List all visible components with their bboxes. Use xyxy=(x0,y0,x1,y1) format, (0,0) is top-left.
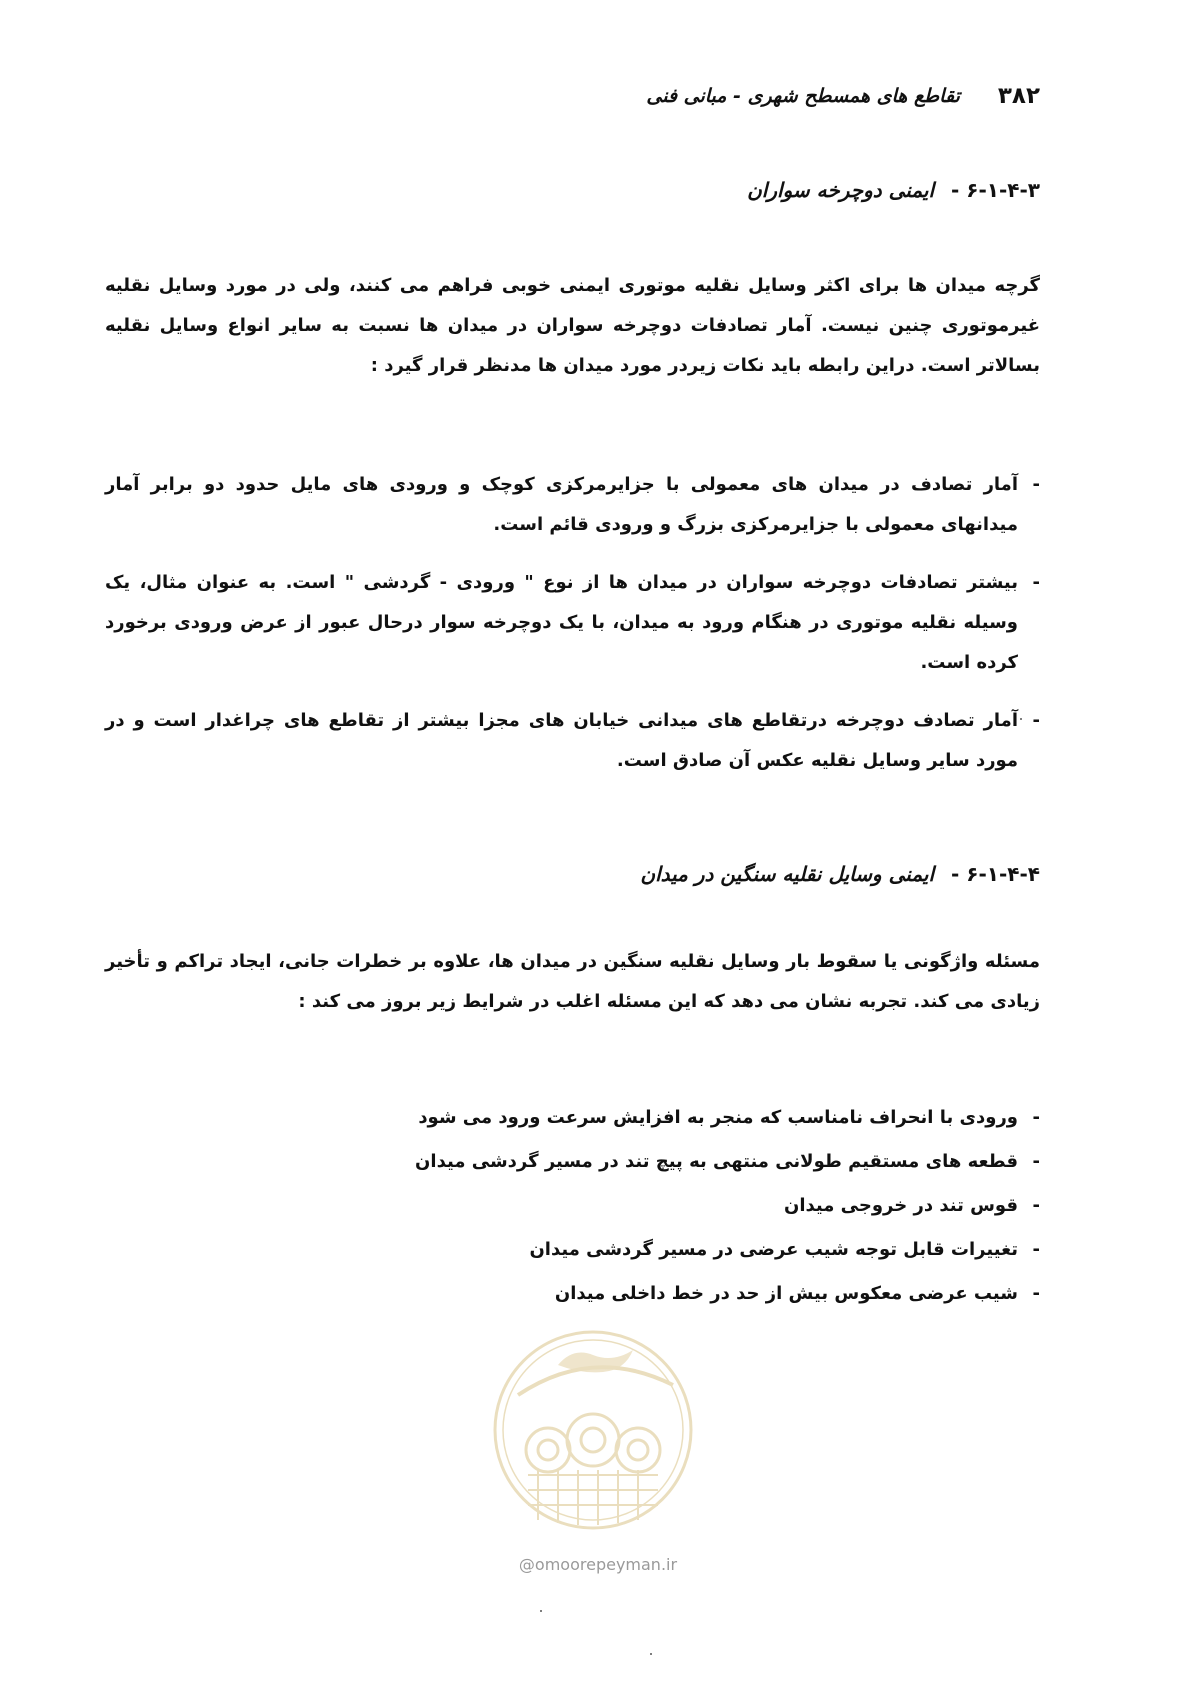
list-item xyxy=(105,465,1040,545)
bullet-marker: - xyxy=(1032,710,1040,731)
bullet-marker: - xyxy=(1032,1239,1040,1260)
bullet-marker: - xyxy=(1032,1283,1040,1304)
bullet-list-heavy-vehicles xyxy=(105,1096,1040,1316)
section-heading-cyclists xyxy=(150,178,1040,202)
scan-speck xyxy=(650,1653,652,1655)
intro-paragraph-cyclists: گرچه میدان ها برای اکثر وسایل نقلیه موتوری ایمنی خوبی فراهم می کنند، ولی در مورد وسایل نقلیه غیرموتوری چنین نیست. آمار تصادفات دوچرخه سواران در میدان ها نسبت به سایر انواع وسایل نقلیه بسالاتر است. دراین رابطه باید نکات زیردر مورد میدان ها مدنظر قرار گیرد : xyxy=(105,275,1040,376)
list-item xyxy=(105,1140,1040,1184)
bullet-marker: - xyxy=(1032,474,1040,495)
bullet-marker: - xyxy=(1032,1195,1040,1216)
list-item-text: آمار تصادف در میدان های معمولی با جزایرمرکزی کوچک و ورودی های مایل حدود دو برابر آمار میدانهای معمولی با جزایرمرکزی بزرگ و ورودی قائم است. xyxy=(105,474,1018,535)
bullet-marker: - xyxy=(1032,1107,1040,1128)
bullet-marker: - xyxy=(1032,572,1040,593)
list-item xyxy=(105,1096,1040,1140)
bullet-list-cyclists xyxy=(105,465,1040,781)
watermark-url: @omoorepeyman.ir xyxy=(518,1555,678,1574)
list-item-text: آمار تصادف دوچرخه درتقاطع های میدانی خیابان های مجزا بیشتر از تقاطع های چراغدار است و در مورد سایر وسایل نقلیه عکس آن صادق است. xyxy=(105,710,1018,771)
page-number: ۳۸۲ xyxy=(997,83,1040,109)
running-header-title: تقاطع های همسطح شهری - مبانی فنی xyxy=(646,85,960,107)
running-header xyxy=(150,78,1040,114)
section-heading-heavy-vehicles xyxy=(150,862,1040,886)
list-item xyxy=(105,563,1040,683)
intro-paragraph-heavy-vehicles: مسئله واژگونی یا سقوط بار وسایل نقلیه سنگین در میدان ها، علاوه بر خطرات جانی، ایجاد تراکم و تأخیر زیادی می کند. تجربه نشان می دهد که این مسئله اغلب در شرایط زیر بروز می کند : xyxy=(105,951,1040,1012)
list-item-text: شیب عرضی معکوس بیش از حد در خط داخلی میدان xyxy=(554,1283,1018,1304)
list-item xyxy=(105,1272,1040,1316)
list-item xyxy=(105,701,1040,781)
scan-speck xyxy=(540,1610,542,1612)
watermark-logo-icon xyxy=(488,1325,698,1545)
list-item-text: بیشتر تصادفات دوچرخه سواران در میدان ها از نوع " ورودی - گردشی " است. به عنوان مثال، یک وسیله نقلیه موتوری در هنگام ورود به میدان، با یک دوچرخه سوار درحال عبور از عرض ورودی برخورد کرده است. xyxy=(105,572,1018,673)
list-item-text: تغییرات قابل توجه شیب عرضی در مسیر گردشی میدان xyxy=(529,1239,1018,1260)
scan-speck xyxy=(1020,718,1022,720)
section-title: ایمنی وسایل نقلیه سنگین در میدان xyxy=(640,862,935,886)
section-number: ۶-۱-۴-۳ - xyxy=(951,178,1040,202)
bullet-marker: - xyxy=(1032,1151,1040,1172)
list-item-text: قوس تند در خروجی میدان xyxy=(783,1195,1018,1216)
list-item xyxy=(105,1228,1040,1272)
list-item-text: قطعه های مستقیم طولانی منتهی به پیچ تند در مسیر گردشی میدان xyxy=(415,1151,1018,1172)
section-number: ۶-۱-۴-۴ - xyxy=(951,862,1040,886)
section-title: ایمنی دوچرخه سواران xyxy=(747,178,935,202)
list-item-text: ورودی با انحراف نامناسب که منجر به افزایش سرعت ورود می شود xyxy=(418,1107,1018,1128)
list-item xyxy=(105,1184,1040,1228)
